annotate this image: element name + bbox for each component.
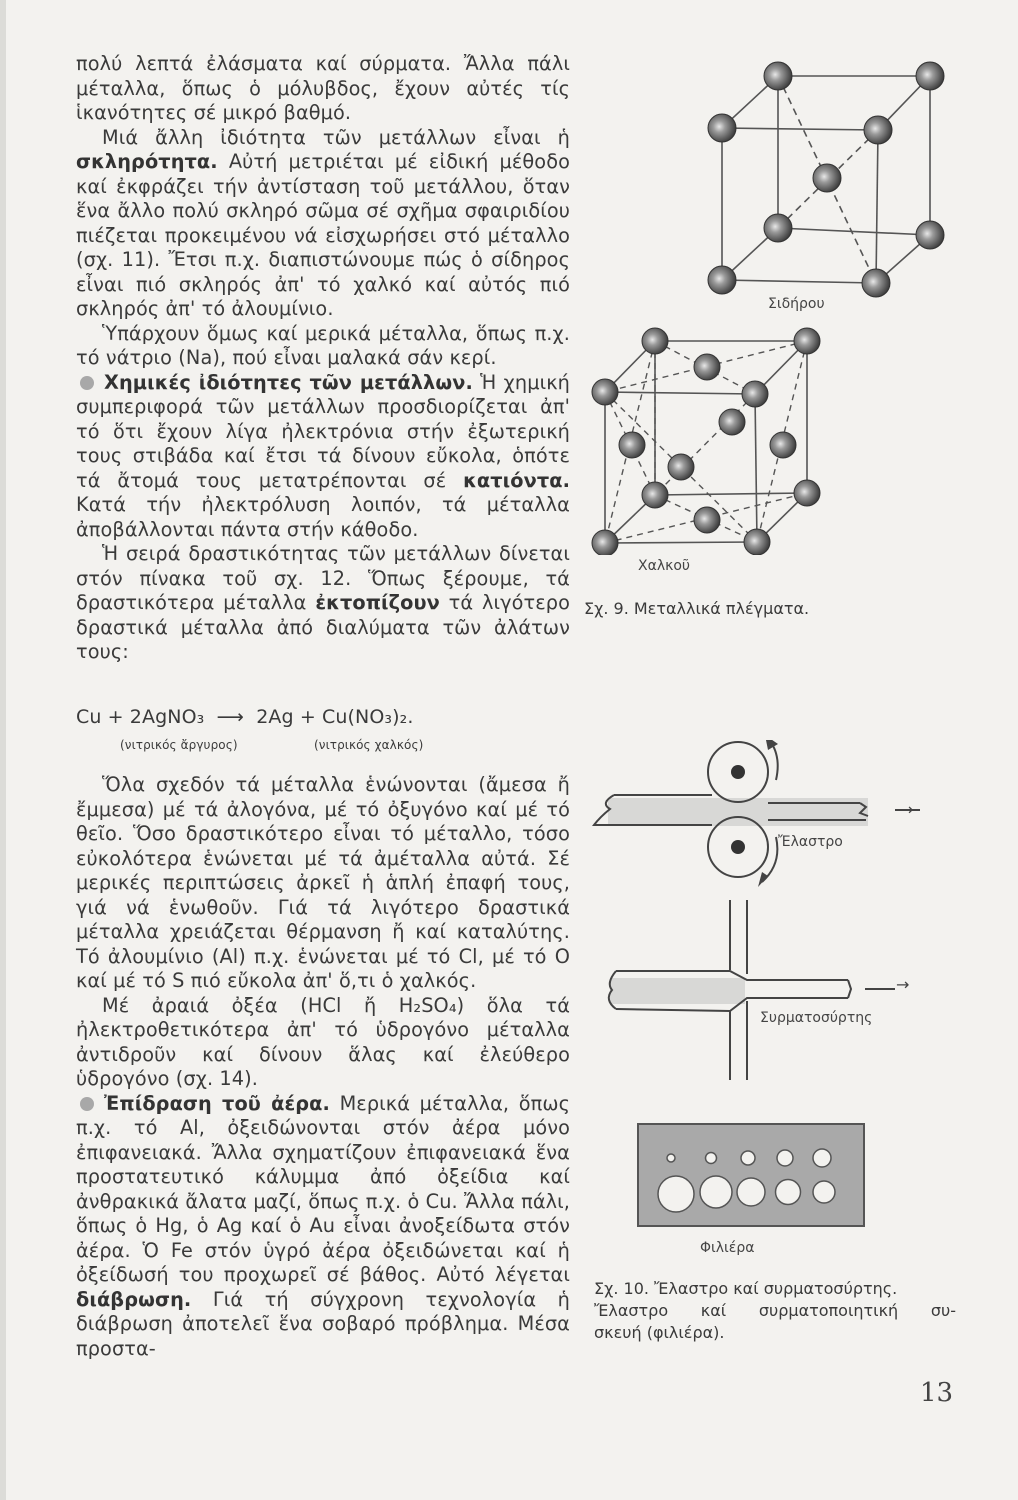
bold-term: Ἐπίδραση τοῦ ἀέρα. [104, 1091, 330, 1115]
fig9-iron-label: Σιδήρου [768, 296, 825, 312]
equation-label-left: (νιτρικός ἄργυρος) [120, 738, 238, 752]
left-column-text [76, 52, 570, 1361]
text-run: Μέ ἀραιά ὀξέα (HCl ἤ H₂SO₄) ὅλα τά ἠλεκτροθετικότερα ἀπ' τό ὑδρογόνο μέταλλα ἀντιδροῦν καί δίνουν ἅλας καί ἐλεύθερο ὑδρογόνο (σχ. 14). [76, 993, 570, 1090]
fig10-drawing-label: Συρματοσύρτης [760, 1010, 873, 1026]
text-run: Ὅλα σχεδόν τά μέταλλα ἑνώνονται (ἄμεσα ἤ ἔμμεσα) μέ τά ἀλογόνα, μέ τό ὀξυγόνο καί μέ τό θεῖο. Ὅσο δραστικότερο εἶναι τό μέταλλο, τόσο εὐκολότερα ἑνώνεται μέ τά ἀμέταλλα αὐτά. Σέ μερικές περιπτώσεις ἀρκεῖ ἡ ἁπλή ἐπαφή τους, γιά νά ἑνωθοῦν. Γιά τά λιγότερο δραστικά μέταλλα χρειάζεται θέρμανση ἤ καί καταλύτης. Τό ἀλουμίνιο (Al) π.χ. ἑνώνεται μέ τό Cl, μέ τό O καί μέ τό S πιό εὔκολα ἀπ' ὅ,τι ὁ χαλκός. [76, 773, 570, 992]
paragraph-p8 [76, 1092, 570, 1362]
bold-term: Χημικές ἰδιότητες τῶν μετάλλων. [104, 370, 473, 394]
fig9-copper-label: Χαλκοῦ [638, 558, 691, 574]
bold-term: ἐκτοπίζουν [315, 591, 440, 614]
fig10-wire-drawing-diagram [590, 900, 920, 1100]
chemical-equation: Cu + 2AgNO₃ ⟶ 2Ag + Cu(NO₃)₂. [76, 705, 414, 728]
fig9-caption: Σχ. 9. Μεταλλικά πλέγματα. [584, 599, 810, 618]
text-run: Αὐτή μετριέται μέ εἰδική μέθοδο καί ἐκφράζει τήν ἀντίσταση τοῦ μετάλλου, ὅταν ἕνα ἄλλο πολύ σκληρό σῶμα σέ σχῆμα σφαιριδίου πιέζεται προκειμένου νά εἰσχωρήσει στό μέταλλο (σχ. 11). Ἔτσι π.χ. διαπιστώνουμε πώς ὁ σίδηρος εἶναι πιό σκληρός ἀπ' τό χαλκό καί αὐτός πιό σκληρός ἀπ' τό ἀλουμίνιο. [76, 150, 570, 320]
bold-term: διάβρωση. [76, 1287, 192, 1311]
text-run: Μιά ἄλλη ἰδιότητα τῶν μετάλλων εἶναι ἡ [102, 125, 570, 149]
text-run: Κατά τήν ἠλεκτρόλυση λοιπόν, τά μέταλλα ἀποβάλλονται πάντα στήν κάθοδο. [76, 493, 570, 541]
fig10-die-label: Φιλιέρα [700, 1240, 755, 1256]
equation-label-right: (νιτρικός χαλκός) [314, 738, 424, 752]
fig10-caption-line: σκευή (φιλιέρα). [594, 1323, 725, 1342]
fig10-die-plate-diagram [636, 1122, 866, 1232]
page-edge [0, 0, 6, 1500]
paragraph-p3 [76, 322, 570, 371]
text-run: τά λιγότερο δραστικά μέταλλα ἀπό διαλύματα τῶν ἀλάτων τους: [76, 591, 571, 663]
fig10-caption-line: Ἔλαστρο καί συρματοποιητική συ- [594, 1301, 956, 1320]
text-run: Γιά τή σύγχρονη τεχνολογία ἡ διάβρωση ἀποτελεῖ ἕνα σοβαρό πρόβλημα. Μέσα προστα- [76, 1287, 570, 1360]
paragraph-p6 [76, 773, 570, 994]
rolling-direction-arrow-icon: → [900, 800, 914, 819]
text-run: πολύ λεπτά ἐλάσματα καί σύρματα. Ἄλλα πάλι μέταλλα, ὅπως ὁ μόλυβδος, ἔχουν αὐτές τίς ἱκανότητες σέ μικρό βαθμό. [76, 52, 570, 124]
text-run: Ἡ σειρά δραστικότητας τῶν μετάλλων δίνεται στόν πίνακα τοῦ σχ. 12. Ὅπως ξέρουμε, τά δραστικότερα μέταλλα [76, 542, 570, 614]
paragraph-p2 [76, 126, 570, 322]
section-bullet-icon [80, 1097, 94, 1111]
text-run: Ὑπάρχουν ὅμως καί μερικά μέταλλα, ὅπως π.χ. τό νάτριο (Na), πού εἶναι μαλακά σάν κερί. [76, 321, 570, 369]
paragraph-p5 [76, 542, 570, 665]
fig10-caption-line: Σχ. 10. Ἔλαστρο καί συρματοσύρτης. [594, 1279, 898, 1298]
fig9-iron-lattice-diagram [690, 58, 950, 298]
bold-term: κατιόντα. [463, 468, 570, 492]
paragraph-p1 [76, 52, 570, 126]
fig9-copper-lattice-diagram [585, 325, 825, 555]
section-bullet-icon [80, 376, 94, 390]
text-run: Ἡ χημική συμπεριφορά τῶν μετάλλων προσδιορίζεται ἀπ' τό ὅτι ἔχουν λίγα ἠλεκτρόνια στήν ἐξωτερική τους στιβάδα καί ἔτσι τά δίνουν εὔκολα, ὁπότε τά ἄτομά τους μετατρέπονται σέ [76, 370, 570, 492]
fig10-rolling-label: Ἔλαστρο [778, 834, 843, 850]
page-number: 13 [920, 1378, 954, 1408]
text-run: Μερικά μέταλλα, ὅπως π.χ. τό Al, ὀξειδώνονται στόν ἀέρα μόνο ἐπιφανειακά. Ἄλλα σχηματίζουν ἐπιφανειακά ἕνα προστατευτικό κάλυμμα ἀπό ὀξείδια καί ἀνθρακικά ἄλατα μαζί, ὅπως π.χ. ὁ Cu. Ἄλλα πάλι, ὅπως ὁ Hg, ὁ Ag καί ὁ Au εἶναι ἀνοξείδωτα στόν ἀέρα. Ὁ Fe στόν ὑγρό ἀέρα ὀξειδώνεται καί ἡ ὀξείδωσή του προχωρεῖ σέ βάθος. Αὐτό λέγεται [76, 1091, 571, 1286]
paragraph-p4 [76, 371, 570, 543]
fig10-rolling-mill-diagram [590, 740, 920, 895]
paragraph-p7 [76, 994, 570, 1092]
bold-term: σκληρότητα. [76, 150, 218, 173]
fig10-caption [594, 1278, 964, 1344]
drawing-direction-arrow-icon: → [896, 975, 910, 994]
equation-labels [76, 733, 570, 755]
